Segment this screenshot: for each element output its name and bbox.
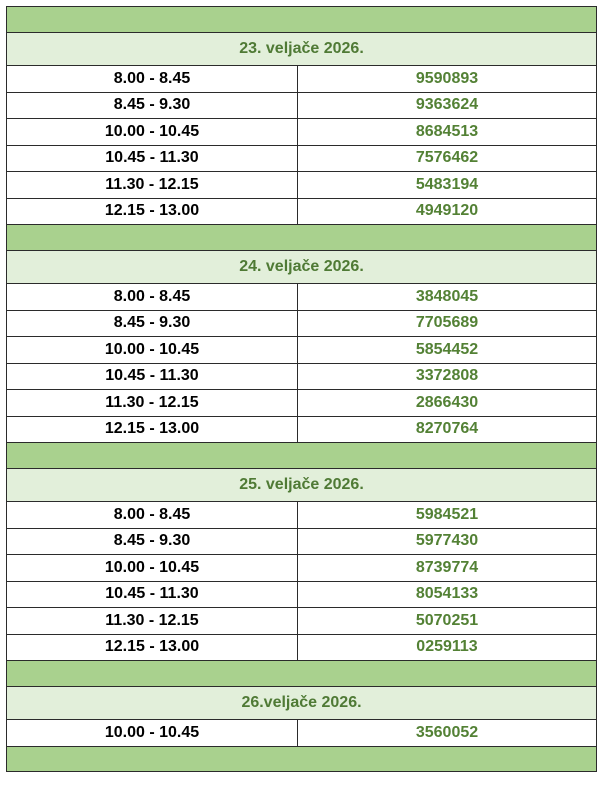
access-code: 4949120 [415, 202, 479, 220]
table-row [6, 311, 597, 338]
date-label: 23. veljače 2026. [239, 39, 364, 57]
access-code: 0259113 [416, 638, 478, 656]
table-row [6, 284, 597, 311]
time-slot: 12.15 - 13.00 [7, 635, 298, 661]
date-label: 24. veljače 2026. [239, 257, 364, 275]
spacer-row [6, 661, 597, 687]
spacer-row [6, 443, 597, 469]
time-slot: 8.45 - 9.30 [7, 311, 298, 337]
table-row [6, 146, 597, 173]
time-slot: 8.45 - 9.30 [7, 93, 298, 119]
access-code: 5070251 [415, 611, 479, 629]
spacer-row [6, 747, 597, 773]
table-row [6, 502, 597, 529]
access-code: 2866430 [415, 393, 479, 411]
date-header [6, 687, 597, 721]
table-row [6, 119, 597, 146]
access-code: 9590893 [415, 69, 479, 87]
access-code: 7705689 [415, 314, 479, 332]
date-header [6, 469, 597, 503]
access-code: 5854452 [415, 340, 479, 358]
time-slot: 8.00 - 8.45 [7, 66, 298, 92]
access-code: 9363624 [415, 96, 479, 114]
access-code: 5977430 [415, 532, 479, 550]
table-row [6, 93, 597, 120]
date-label: 26.veljače 2026. [241, 693, 362, 711]
table-row [6, 529, 597, 556]
time-slot: 11.30 - 12.15 [7, 608, 298, 634]
date-header [6, 251, 597, 285]
time-slot: 11.30 - 12.15 [7, 172, 298, 198]
date-header [6, 33, 597, 67]
access-code: 8739774 [415, 558, 479, 576]
spacer-row [6, 7, 597, 33]
table-row [6, 582, 597, 609]
time-slot: 8.45 - 9.30 [7, 529, 298, 555]
table-row [6, 608, 597, 635]
access-code: 3372808 [415, 367, 479, 385]
time-slot: 10.45 - 11.30 [7, 582, 298, 608]
time-slot: 10.00 - 10.45 [7, 119, 298, 145]
time-slot: 10.00 - 10.45 [7, 555, 298, 581]
access-code: 8270764 [415, 420, 479, 438]
access-code: 3848045 [415, 287, 479, 305]
table-row [6, 390, 597, 417]
access-code: 8684513 [415, 122, 479, 140]
schedule-table [6, 6, 597, 772]
table-row [6, 66, 597, 93]
table-row [6, 417, 597, 444]
access-code: 8054133 [415, 585, 479, 603]
access-code: 7576462 [415, 149, 479, 167]
table-row [6, 555, 597, 582]
time-slot: 8.00 - 8.45 [7, 502, 298, 528]
time-slot: 10.00 - 10.45 [7, 720, 298, 746]
access-code: 3560052 [415, 723, 479, 741]
table-row [6, 172, 597, 199]
time-slot: 10.00 - 10.45 [7, 337, 298, 363]
spacer-row [6, 225, 597, 251]
table-row [6, 337, 597, 364]
time-slot: 10.45 - 11.30 [7, 146, 298, 172]
table-row [6, 720, 597, 747]
time-slot: 12.15 - 13.00 [7, 417, 298, 443]
time-slot: 11.30 - 12.15 [7, 390, 298, 416]
table-row [6, 199, 597, 226]
time-slot: 8.00 - 8.45 [7, 284, 298, 310]
table-row [6, 635, 597, 662]
access-code: 5483194 [415, 175, 479, 193]
time-slot: 10.45 - 11.30 [7, 364, 298, 390]
time-slot: 12.15 - 13.00 [7, 199, 298, 225]
table-row [6, 364, 597, 391]
date-label: 25. veljače 2026. [239, 475, 364, 493]
access-code: 5984521 [415, 505, 479, 523]
